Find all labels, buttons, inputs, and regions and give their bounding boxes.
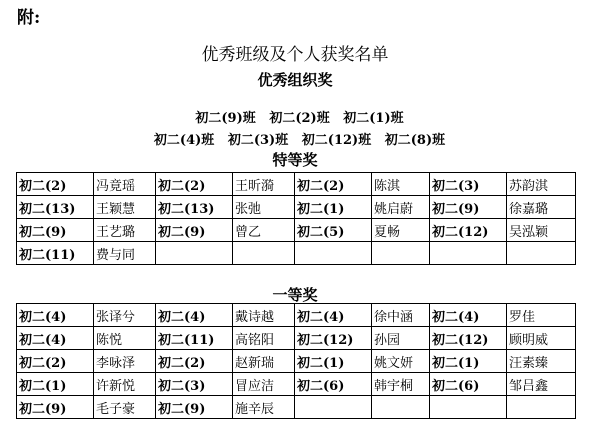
student-name-cell: 施辛辰 bbox=[233, 396, 295, 419]
org-award-title: 优秀组织奖 bbox=[257, 71, 333, 89]
org-award-row-2 bbox=[0, 114, 590, 148]
attachment-label: 附: bbox=[17, 8, 41, 28]
student-name-cell bbox=[372, 396, 430, 419]
class-cell: 初二(3) bbox=[430, 173, 507, 196]
table-row bbox=[17, 350, 576, 373]
class-cell: 初二(1) bbox=[295, 196, 372, 219]
class-cell: 初二(11) bbox=[17, 242, 94, 265]
class-cell: 初二(9) bbox=[17, 396, 94, 419]
class-cell: 初二(1) bbox=[430, 350, 507, 373]
class-cell: 初二(13) bbox=[17, 196, 94, 219]
student-name-cell: 孙园 bbox=[372, 327, 430, 350]
student-name-cell: 许新悦 bbox=[94, 373, 156, 396]
student-name-cell: 王昕漪 bbox=[233, 173, 295, 196]
class-cell: 初二(13) bbox=[156, 196, 233, 219]
class-cell: 初二(12) bbox=[430, 219, 507, 242]
class-cell bbox=[295, 396, 372, 419]
class-cell bbox=[295, 242, 372, 265]
student-name-cell: 毛子豪 bbox=[94, 396, 156, 419]
table-row bbox=[17, 219, 576, 242]
class-cell: 初二(4) bbox=[17, 327, 94, 350]
class-cell: 初二(6) bbox=[295, 373, 372, 396]
class-cell: 初二(2) bbox=[295, 173, 372, 196]
student-name-cell: 姚启蔚 bbox=[372, 196, 430, 219]
class-cell: 初二(11) bbox=[156, 327, 233, 350]
org-award-class: 初二(8)班 bbox=[384, 133, 446, 148]
class-cell: 初二(2) bbox=[17, 173, 94, 196]
org-award-class: 初二(2)班 bbox=[269, 111, 330, 126]
student-name-cell: 张译兮 bbox=[94, 304, 156, 327]
org-award-class: 初二(3)班 bbox=[227, 133, 289, 148]
student-name-cell: 高铭阳 bbox=[233, 327, 295, 350]
class-cell: 初二(12) bbox=[430, 327, 507, 350]
table-row bbox=[17, 196, 576, 219]
class-cell bbox=[430, 242, 507, 265]
class-cell: 初二(9) bbox=[156, 219, 233, 242]
first-award-title: 一等奖 bbox=[272, 286, 318, 304]
class-cell: 初二(9) bbox=[430, 196, 507, 219]
class-cell: 初二(4) bbox=[17, 304, 94, 327]
org-award-class: 初二(9)班 bbox=[195, 111, 256, 126]
class-cell: 初二(1) bbox=[17, 373, 94, 396]
class-cell: 初二(2) bbox=[156, 173, 233, 196]
class-cell bbox=[156, 242, 233, 265]
student-name-cell: 姚文妍 bbox=[372, 350, 430, 373]
class-cell: 初二(4) bbox=[156, 304, 233, 327]
student-name-cell: 罗佳 bbox=[507, 304, 576, 327]
class-cell: 初二(3) bbox=[156, 373, 233, 396]
student-name-cell: 夏畅 bbox=[372, 219, 430, 242]
student-name-cell: 陈淇 bbox=[372, 173, 430, 196]
student-name-cell: 徐中涵 bbox=[372, 304, 430, 327]
student-name-cell bbox=[233, 242, 295, 265]
student-name-cell: 徐嘉璐 bbox=[507, 196, 576, 219]
student-name-cell: 韩宇桐 bbox=[372, 373, 430, 396]
class-cell: 初二(2) bbox=[156, 350, 233, 373]
table-row bbox=[17, 327, 576, 350]
student-name-cell: 冒应洁 bbox=[233, 373, 295, 396]
table-row bbox=[17, 242, 576, 265]
student-name-cell: 苏韵淇 bbox=[507, 173, 576, 196]
table-row bbox=[17, 173, 576, 196]
class-cell: 初二(2) bbox=[17, 350, 94, 373]
student-name-cell: 李咏泽 bbox=[94, 350, 156, 373]
table-row bbox=[17, 304, 576, 327]
student-name-cell bbox=[372, 242, 430, 265]
student-name-cell bbox=[507, 242, 576, 265]
document-title: 优秀班级及个人获奖名单 bbox=[201, 45, 389, 65]
special-award-title: 特等奖 bbox=[272, 151, 318, 169]
student-name-cell: 吴泓颖 bbox=[507, 219, 576, 242]
org-award-class: 初二(1)班 bbox=[343, 111, 404, 126]
class-cell: 初二(4) bbox=[430, 304, 507, 327]
student-name-cell: 曾乙 bbox=[233, 219, 295, 242]
first-award-table bbox=[16, 303, 576, 419]
student-name-cell: 张弛 bbox=[233, 196, 295, 219]
org-award-class: 初二(4)班 bbox=[153, 133, 215, 148]
student-name-cell bbox=[507, 396, 576, 419]
student-name-cell: 戴诗越 bbox=[233, 304, 295, 327]
class-cell: 初二(6) bbox=[430, 373, 507, 396]
class-cell: 初二(12) bbox=[295, 327, 372, 350]
class-cell: 初二(9) bbox=[17, 219, 94, 242]
class-cell: 初二(9) bbox=[156, 396, 233, 419]
class-cell: 初二(1) bbox=[295, 350, 372, 373]
student-name-cell: 赵新瑞 bbox=[233, 350, 295, 373]
class-cell: 初二(5) bbox=[295, 219, 372, 242]
student-name-cell: 王颖慧 bbox=[94, 196, 156, 219]
org-award-class: 初二(12)班 bbox=[301, 133, 372, 148]
student-name-cell: 费与同 bbox=[94, 242, 156, 265]
student-name-cell: 陈悦 bbox=[94, 327, 156, 350]
student-name-cell: 邹吕鑫 bbox=[507, 373, 576, 396]
student-name-cell: 冯竟瑶 bbox=[94, 173, 156, 196]
table-row bbox=[17, 373, 576, 396]
table-row bbox=[17, 396, 576, 419]
special-award-table bbox=[16, 172, 576, 265]
class-cell: 初二(4) bbox=[295, 304, 372, 327]
class-cell bbox=[430, 396, 507, 419]
student-name-cell: 汪素臻 bbox=[507, 350, 576, 373]
student-name-cell: 王艺璐 bbox=[94, 219, 156, 242]
student-name-cell: 顾明威 bbox=[507, 327, 576, 350]
